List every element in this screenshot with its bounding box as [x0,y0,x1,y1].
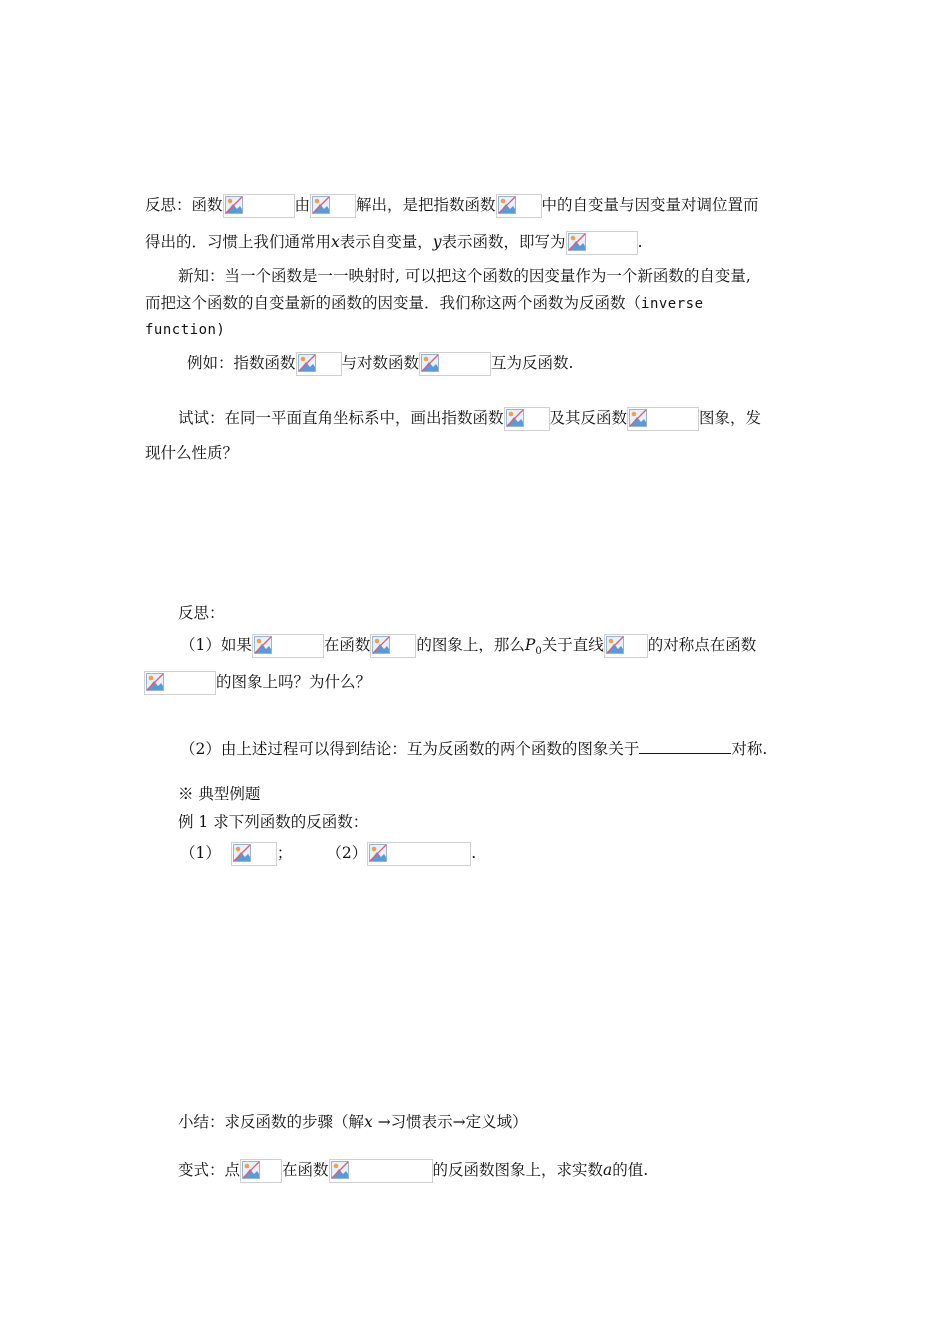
newknow-line-1: 新知：当一个函数是一一映射时, 可以把这个函数的因变量作为一个新函数的自变量, [178,267,751,285]
image-placeholder-icon [372,636,390,654]
formula-image [496,194,542,218]
formula-image [144,671,216,695]
image-placeholder-icon [312,196,330,214]
image-placeholder-icon [629,409,647,427]
image-placeholder-icon [506,409,524,427]
formula-image [367,842,471,866]
example-1-title: 例 1 求下列函数的反函数： [178,813,369,831]
image-placeholder-icon [369,844,387,862]
typical-title: ※ 典型例题 [178,785,261,803]
reflect2-q1-line-1: （1）如果 在函数 的图象上，那么$P_0$关于直线 的对称点在函数 [180,636,757,658]
example-1-items: （1） ； （2） . [180,841,476,867]
image-placeholder-icon [421,354,439,372]
image-placeholder-icon [498,196,516,214]
reflect2-title: 反思： [178,604,225,622]
image-placeholder-icon [146,673,164,691]
variant-line: 变式：点 在函数 的反函数图象上，求实数a的值. [178,1158,648,1184]
formula-image [329,1159,433,1183]
image-placeholder-icon [242,1161,260,1179]
image-placeholder-icon [225,196,243,214]
try-line-1: 试试：在同一平面直角坐标系中，画出指数函数 及其反函数 图象，发 [178,406,761,432]
formula-image [504,407,550,431]
image-placeholder-icon [233,844,251,862]
reflect2-q1-line-2: 的图象上吗？为什么？ [144,670,371,696]
image-placeholder-icon [331,1161,349,1179]
formula-image [252,634,324,658]
answer-blank[interactable] [639,737,731,754]
image-placeholder-icon [568,233,586,251]
formula-image [566,231,638,255]
formula-image [310,194,356,218]
formula-image [240,1159,282,1183]
formula-image [419,352,491,376]
newknow-line-3: function) [145,322,226,338]
summary-line: 小结：求反函数的步骤（解x →习惯表示→定义域） [178,1113,528,1131]
try-line-2: 现什么性质？ [145,444,239,462]
reflect2-q2: （2）由上述过程可以得到结论：互为反函数的两个函数的图象关于 对称. [180,737,767,763]
formula-image [370,634,416,658]
formula-image [223,194,295,218]
formula-image [604,634,648,658]
image-placeholder-icon [298,354,316,372]
reflect-line-2: 得出的．习惯上我们通常用x表示自变量，y表示函数，即写为 . [145,230,643,256]
newknow-line-2: 而把这个函数的自变量新的函数的因变量．我们称这两个函数为反函数（inverse [145,294,704,312]
example-line: 例如：指数函数 与对数函数 互为反函数. [187,351,573,377]
formula-image [231,842,277,866]
formula-image [296,352,342,376]
image-placeholder-icon [606,636,624,654]
reflect-line-1: 反思：函数 由 解出，是把指数函数 中的自变量与因变量对调位置而 [145,193,759,219]
formula-image [627,407,699,431]
image-placeholder-icon [254,636,272,654]
